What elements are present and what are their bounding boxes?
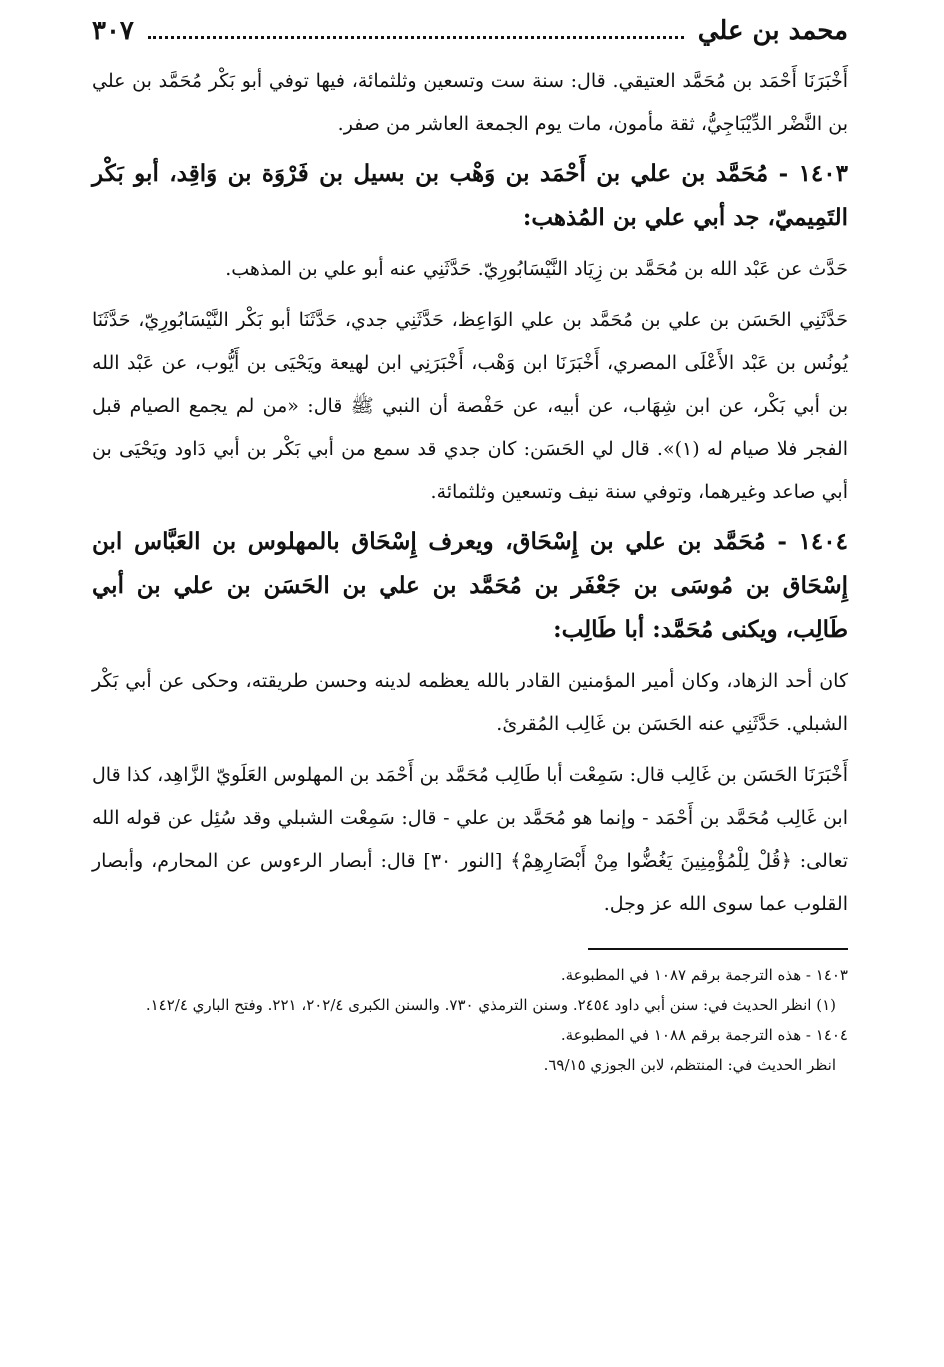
running-head [92, 16, 848, 60]
footnote-1403: ١٤٠٣ - هذه الترجمة برقم ١٠٨٧ في المطبوعة. [560, 966, 848, 984]
footnote-hadith-2: انظر الحديث في: المنتظم، لابن الجوزي ٦٩/١٥. [543, 1056, 836, 1074]
footnotes [92, 960, 848, 1080]
entry-1403-paragraph-1: حَدَّث عن عَبْد الله بن مُحَمَّد بن زِيَاد النَّيْسَابُورِيّ. حَدَّثَنِي عنه أبو علي بن المذهب. [225, 258, 848, 280]
continuation-paragraph: أَخْبَرَنَا أَحْمَد بن مُحَمَّد العتيقي. قال: سنة ست وتسعين وثلثمائة، فيها توفي أبو بَكْر مُحَمَّد بن علي بن النَّضْر الدِّيْبَاجِيُّ، ثقة مأمون، مات يوم الجمعة العاشر من صفر. [92, 70, 848, 135]
running-head-title: محمد بن علي [697, 16, 848, 46]
footnote-divider [588, 948, 848, 950]
entry-heading-1404: ١٤٠٤ - مُحَمَّد بن علي بن إِسْحَاق، ويعرف إِسْحَاق بالمهلوس بن العَبَّاس ابن إِسْحَاق بن مُوسَى بن جَعْفَر بن مُحَمَّد بن علي بن الحَسَن بن علي بن أبي طَالِب، ويكنى مُحَمَّد: أبا طَالِب: [92, 528, 848, 643]
book-page [92, 16, 848, 1347]
footnote-hadith-1: (١) انظر الحديث في: سنن أبي داود ٢٤٥٤. وسنن الترمذي ٧٣٠. والسنن الكبرى ٢٠٢/٤، ٢٢١. وفتح الباري ١٤٢/٤. [145, 996, 836, 1014]
entry-1403-paragraph-2: حَدَّثَنِي الحَسَن بن علي بن مُحَمَّد بن علي الوَاعِظ، حَدَّثَنِي جدي، حَدَّثَنَا أبو بَكْر النَّيْسَابُورِيّ، حَدَّثَنَا يُونُس بن عَبْد الأَعْلَى المصري، أَخْبَرَنَا ابن وَهْب، أَخْبَرَنِي ابن لهيعة ويَحْيَى بن أَيُّوب، عن عَبْد الله بن أبي بَكْر، عن ابن شِهَاب، عن أبيه، عن حَفْصة أن النبي ﷺ قال: «من لم يجمع الصيام قبل الفجر فلا صيام له (١)». قال لي الحَسَن: كان جدي قد سمع من أبي بَكْر بن أبي دَاود ويَحْيَى بن أبي صاعد وغيرهما، وتوفي سنة نيف وتسعين وثلثمائة. [92, 309, 848, 503]
entry-1404-paragraph-1: كان أحد الزهاد، وكان أمير المؤمنين القادر بالله يعظمه لدينه وحسن طريقته، وحكى عن أبي بَكْر الشبلي. حَدَّثَنِي عنه الحَسَن بن غَالِب المُقرئ. [92, 670, 848, 735]
running-head-dot-leader [148, 20, 684, 39]
footnote-1404: ١٤٠٤ - هذه الترجمة برقم ١٠٨٨ في المطبوعة. [560, 1026, 848, 1044]
page-number: ٣٠٧ [92, 16, 134, 46]
entry-1404-paragraph-2: أَخْبَرَنَا الحَسَن بن غَالِب قال: سَمِعْت أبا طَالِب مُحَمَّد بن أَحْمَد بن المهلوس العَلَويّ الزَّاهِد، كذا قال ابن غَالِب مُحَمَّد بن أَحْمَد - وإنما هو مُحَمَّد بن علي - قال: سَمِعْت الشبلي وقد سُئِل عن قوله الله تعالى: ﴿قُلْ لِلْمُؤْمِنِينَ يَغُضُّوا مِنْ أَبْصَارِهِمْ﴾ [النور ٣٠] قال: أبصار الرءوس عن المحارم، وأبصار القلوب عما سوى الله عز وجل. [92, 764, 848, 915]
entry-heading-1403: ١٤٠٣ - مُحَمَّد بن علي بن أَحْمَد بن وَهْب بن بسيل بن فَرْوَة بن وَاقِد، أبو بَكْر التَمِيميّ، جد أبي علي بن المُذهب: [92, 160, 848, 231]
